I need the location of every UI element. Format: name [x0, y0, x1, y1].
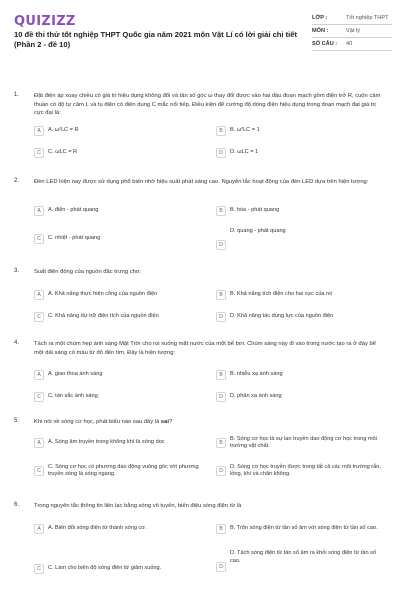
meta-row-subject: [312, 25, 392, 38]
option-a[interactable]: [34, 288, 199, 301]
option-d[interactable]: [216, 310, 386, 323]
worksheet-meta: [312, 12, 392, 51]
option-text: B. hóa - phát quang: [230, 206, 280, 213]
option-text: D. Tách sóng điện từ tần số âm ra khỏi sóng điện từ tần số cao.: [230, 550, 377, 564]
option-d[interactable]: [216, 228, 386, 250]
option-a[interactable]: [34, 124, 199, 137]
option-b[interactable]: [216, 124, 386, 137]
option-letter-c: C: [34, 564, 44, 574]
option-letter-c: C: [34, 392, 44, 402]
option-a[interactable]: [34, 518, 199, 540]
option-letter-c: C: [34, 466, 44, 476]
meta-value: Vật lý: [346, 28, 360, 34]
question-number: 2.: [14, 178, 20, 184]
option-letter-d: D: [216, 562, 226, 572]
option-b[interactable]: [216, 518, 386, 540]
question-number: 1.: [14, 92, 20, 98]
option-text: A. Biến đổi sóng điện từ thành sóng cơ.: [48, 525, 147, 532]
meta-row-class: [312, 12, 392, 25]
meta-label: SỐ CÂU :: [312, 41, 338, 47]
option-text: D. Sóng cơ học truyền được trong tất cả các môi trường rắn, lỏng, khí và chân không.: [230, 463, 381, 477]
option-letter-d: D: [216, 240, 226, 250]
option-c[interactable]: [34, 390, 199, 403]
option-letter-a: A: [34, 524, 44, 534]
option-letter-a: A: [34, 438, 44, 448]
option-a[interactable]: [34, 432, 199, 454]
option-c[interactable]: [34, 310, 199, 323]
question-text: Đặt điện áp xoay chiều có giá trị hiệu dụng không đổi và tần số góc ω thay đổi được vào hai đầu đoạn mạch gồm điện trở R, cuộn cảm thuần có độ tự cảm L và tụ điện có điện dung C mắc nối tiếp. Điều kiện để cường độ dòng điện hiệu dụng trong đoạn mạch đạt giá trị cực đại là:: [34, 93, 381, 116]
option-letter-a: A: [34, 370, 44, 380]
meta-value: Tốt nghiệp THPT: [346, 15, 389, 21]
option-letter-c: C: [34, 148, 44, 158]
option-c[interactable]: [34, 146, 199, 159]
option-letter-d: D: [216, 392, 226, 402]
question-number: 5.: [14, 418, 20, 424]
question-text: Đèn LED hiện nay được sử dụng phổ biến nhờ hiệu suất phát sáng cao. Nguyên tắc hoạt động của đèn LED dựa trên hiện tượng:: [34, 179, 369, 185]
worksheet-title: 10 đề thi thử tốt nghiệp THPT Quốc gia năm 2021 môn Vật Lí có lời giải chi tiết (Phần 2 - đề 10): [14, 30, 298, 49]
option-text: D. quang - phát quang: [230, 228, 286, 234]
option-d[interactable]: [216, 390, 386, 403]
option-letter-b: B: [216, 290, 226, 300]
option-text: C. nhiệt - phát quang: [48, 234, 101, 241]
option-text: D. ωLC = 1: [230, 148, 259, 155]
option-letter-a: A: [34, 206, 44, 216]
option-text: B. ω²LC = 1: [230, 126, 260, 133]
option-d[interactable]: [216, 146, 386, 159]
worksheet-header: [0, 0, 400, 78]
option-text: A. Khả năng thực hiện công của nguồn điện: [48, 290, 158, 297]
option-text: D. Khả năng tác dụng lực của nguồn điện: [230, 312, 334, 319]
option-a[interactable]: [34, 204, 199, 217]
option-text: B. Trộn sóng điện từ tần số âm với sóng điện từ tần số cao.: [230, 525, 378, 532]
option-a[interactable]: [34, 368, 199, 381]
option-text: C. Làm cho biên độ sóng điện từ giảm xuống.: [48, 565, 162, 572]
option-text: B. nhiễu xạ ánh sáng: [230, 370, 283, 377]
option-c[interactable]: [34, 232, 199, 245]
option-d[interactable]: [216, 550, 386, 572]
option-letter-a: A: [34, 290, 44, 300]
option-letter-d: D: [216, 312, 226, 322]
option-text: B. Khả năng tích điện cho hai cực của nó: [230, 290, 333, 297]
option-b[interactable]: [216, 204, 386, 217]
option-b[interactable]: [216, 288, 386, 301]
question-text: [34, 418, 386, 427]
question-text: Trong nguyên tắc thông tin liên lạc bằng sóng vô tuyến, biến điệu sóng điện từ là: [34, 503, 242, 509]
meta-row-question-count: [312, 38, 392, 51]
option-letter-c: C: [34, 312, 44, 322]
question-text-part: ?: [168, 419, 173, 425]
option-letter-c: C: [34, 234, 44, 244]
question-number: 6.: [14, 502, 20, 508]
option-letter-d: D: [216, 466, 226, 476]
question-number: 4.: [14, 340, 20, 346]
quizizz-logo: QUIZIZZ: [14, 14, 76, 29]
option-text: C. Khả năng dự trữ điện tích của nguồn điện: [48, 312, 159, 319]
option-text: A. Sóng âm truyền trong không khí là sóng dọc: [48, 439, 165, 446]
question-text: Suất điện động của nguồn đặc trưng cho:: [34, 269, 141, 275]
option-letter-b: B: [216, 438, 226, 448]
option-letter-b: B: [216, 206, 226, 216]
question-text: Tách ra một chùm hẹp ánh sáng Mặt Trời cho rọi xuống mặt nước của một bể bơi. Chùm sáng này đi vào trong nước tạo ra ở đáy bể một dải sáng có màu từ đỏ đến tím. Đây là hiện tượng:: [34, 341, 376, 356]
option-letter-a: A: [34, 126, 44, 136]
option-text: A. điện - phát quang: [48, 206, 99, 213]
meta-value: 40: [346, 41, 353, 47]
meta-label: MÔN :: [312, 28, 329, 34]
option-text: C. Sóng cơ học có phương dao động vuông góc với phương truyền sóng là sóng ngang.: [48, 463, 199, 477]
question-text-part: Khi nói về sóng cơ học, phát biểu nào sau đây là: [34, 419, 161, 425]
option-b[interactable]: [216, 432, 386, 454]
option-b[interactable]: [216, 368, 386, 381]
meta-label: LỚP :: [312, 15, 328, 21]
option-letter-b: B: [216, 370, 226, 380]
option-d[interactable]: [216, 460, 386, 482]
option-c[interactable]: [34, 558, 199, 580]
question-text-emphasis: sai: [160, 419, 169, 425]
option-text: B. Sóng cơ học là sự lan truyền dao động cơ học trong môi trường vật chất.: [230, 435, 377, 449]
question-number: 3.: [14, 268, 20, 274]
option-text: D. phản xạ ánh sáng: [230, 392, 282, 399]
option-letter-d: D: [216, 148, 226, 158]
option-text: C. tán sắc ánh sáng: [48, 392, 98, 399]
option-text: A. giao thoa ánh sáng: [48, 370, 103, 377]
option-text: C. ωLC = R: [48, 148, 78, 155]
option-c[interactable]: [34, 460, 199, 482]
option-letter-b: B: [216, 126, 226, 136]
option-letter-b: B: [216, 524, 226, 534]
option-text: A. ω²LC = R: [48, 126, 79, 133]
